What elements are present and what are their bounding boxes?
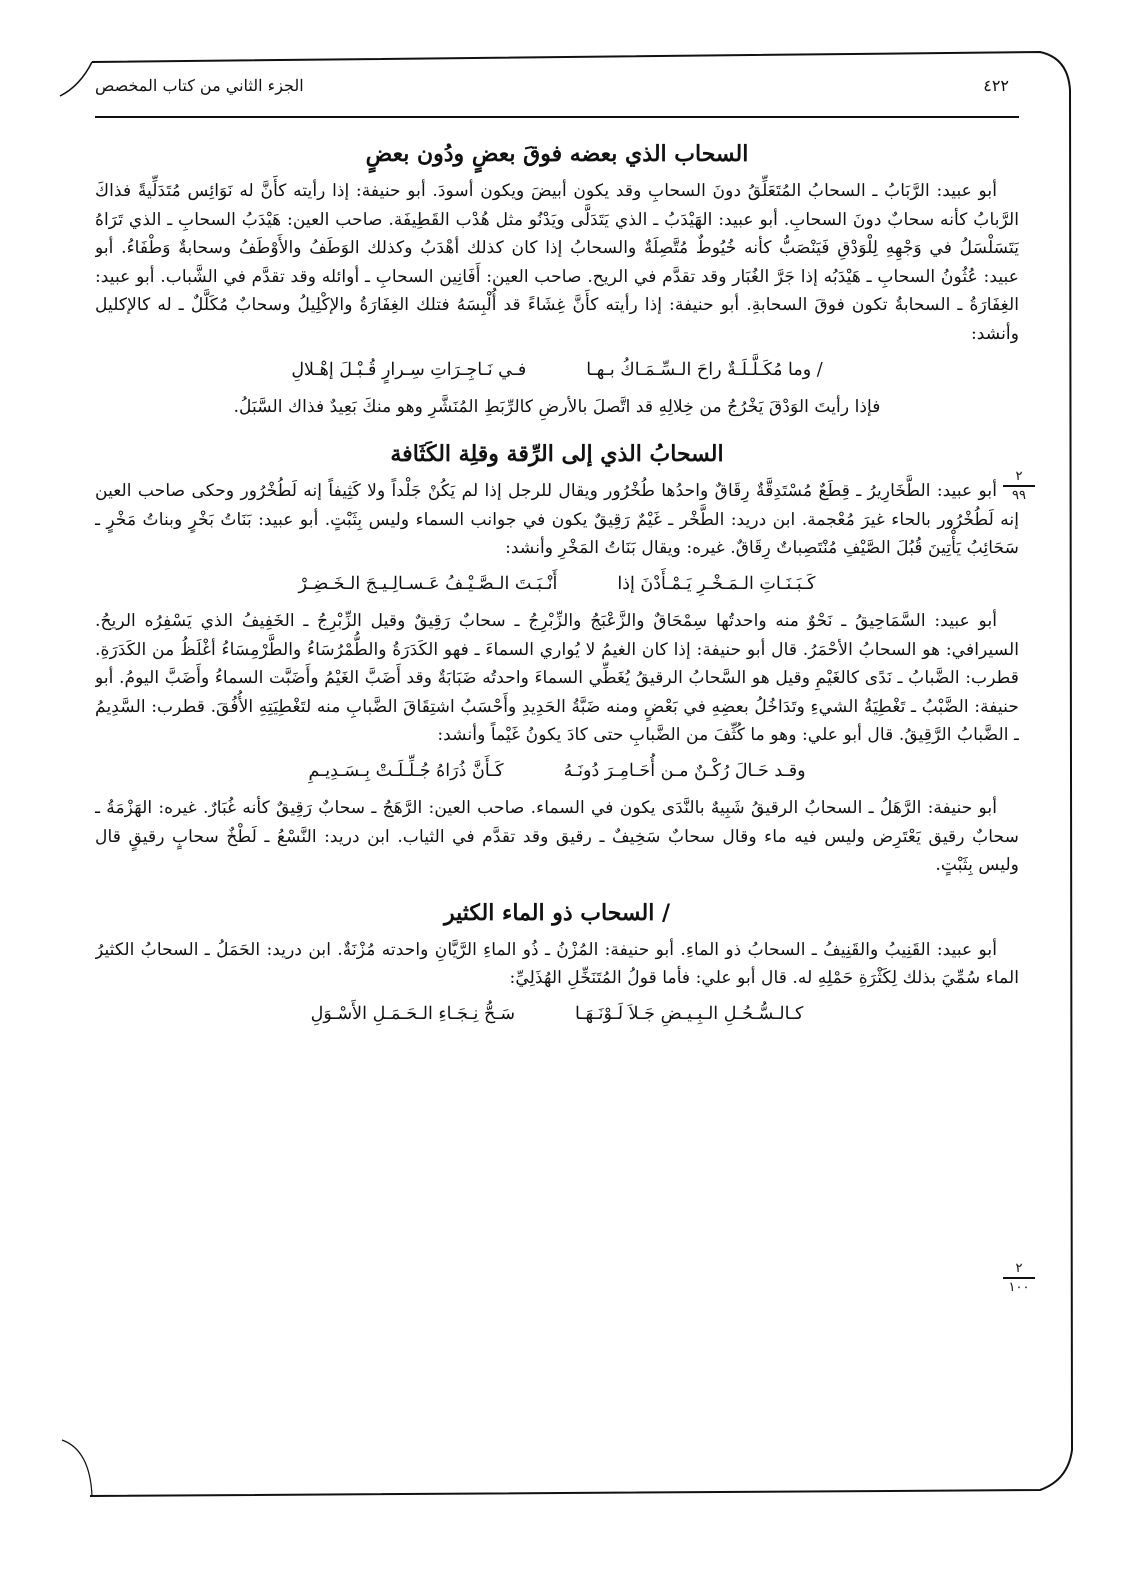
verse <box>95 997 1019 1031</box>
margin-reference-numerator: ٢ <box>1015 469 1023 484</box>
page-number: ٤٢٢ <box>983 76 1009 95</box>
verse-first-hemistich: وقـد حَـالَ رُكْـنٌ مـن أُحَـامِـرَ دُونَـهُ <box>563 760 806 781</box>
paragraph: أبو حنيفة: الرَّهَلُ ـ السحابُ الرقيقُ شَبِيهٌ بالنَّدَى يكون في السماء. صاحب العين: الرَّهَجُ ـ سحابٌ رَقِيقٌ كأنه غُبَارٌ. غيره: الهَزْمَةُ ـ سحابٌ رقيق يَعْتَرِض وليس فيه ماء وقال سحابٌ سَخِيفٌ ـ رقيق وقد تقدَّم في الثياب. ابن دريد: النَّسْعُ ـ لَطْخٌ سحابٍ رقيقٍ قال وليس بِثَبْتٍ. <box>95 797 1019 876</box>
margin-reference-numerator: ٢ <box>1015 1261 1023 1276</box>
section-title: / السحاب ذو الماء الكثير <box>443 899 671 926</box>
page-header <box>95 72 1019 112</box>
page-content <box>95 125 1019 1485</box>
section-title: السحابُ الذي إلى الرِّقة وقلِة الكَثَافة <box>390 441 724 468</box>
section-layered-clouds <box>95 139 1019 421</box>
verse-first-hemistich: / وما مُكَـلَّـلَـةٌ راحَ الـسِّـمَـاكُ بـهـا <box>586 359 823 380</box>
verse-second-hemistich: أَنْـبَـتَ الـصَّـيْـفُ عَـسـالِـيـجَ الـخَـضِـرْ <box>298 573 558 594</box>
margin-reference-denominator: ١٠٠ <box>1008 1280 1030 1295</box>
paragraph: أبو عبيد: الرَّبَابُ ـ السحابُ المُتَعَلِّقُ دونَ السحابِ وقد يكون أبيضَ ويكون أسودَ. أبو حنيفة: إذا رأيته كأَنَّ له نَوَائِس مُتَدَلِّيةً فذاكَ الرَّبابُ كأنه سحابٌ دونَ السحابِ. أبو عبيد: الهَيْدَبُ ـ الذي يَتَدَلَّى ويَدْنُو مثل هُدْب القَطِيفَة. صاحب العين: هَيْدَبُ السحابِ ـ الذي تَرَاهُ يَتَسَلْسَلُ في وَجْهِهِ لِلْوَدْقِ فَيَنْصَبُّ كأنه خُيُوطٌ مُتَّصِلَةٌ والسحابُ إذا كان كذلك أهْدَبُ وكذلك الوَطَفُ والأَوْطَفُ وسحابةٌ وَطْفَاءُ. أبو عبيد: عُثُونُ السحابِ ـ هَيْدَبُه إذا جَرَّ الغُبَار وقد تقدَّم في الريح. صاحب العين: أَفَانِين السحابِ ـ أوائله وقد تقدَّم في الشَّباب. أبو عبيد: الغِفَارَةُ ـ السحابةُ تكون فوقَ السحابةِ. أبو حنيفة: إذا رأيته كأَنَّ غِشَاءً قد أُلْبِسَهُ فتلك الغِفَارَةُ والإكْلِيلُ وسحابٌ مُكَلَّلٌ ـ له كالإكليل وأنشد: <box>95 181 1019 344</box>
paragraph: فإذا رأيتَ الوَدْقَ يَخْرُجُ من خِلالِهِ قد اتَّصلَ بالأرضِ كالرِّبَطِ المُنَشَّرِ وهو منكَ بَعِيدٌ فذاك السَّبَلُ. <box>233 396 881 417</box>
verse-second-hemistich: كَـأَنَّ ذُرَاهُ جُـلِّـلَـتْ بِـسَـدِيـمِ <box>308 760 504 781</box>
section-title: السحاب الذي بعضه فوقَ بعضٍ ودُون بعضٍ <box>365 141 749 167</box>
verse <box>95 353 1019 387</box>
section-thin-clouds <box>95 439 1019 880</box>
verse <box>95 567 1019 601</box>
paragraph: أبو عبيد: السَّمَاحِيقُ ـ نَحْوٌ منه واحدتُها سِمْحَاقٌ والزَّعْبَجُ والزِّبْرِجُ ـ سحابٌ رَقِيقٌ وقيل الزِّبْرِجُ ـ الخَفِيفُ الذي يَسْفِرُه الريحُ. السيرافي: هو السحابُ الأحْمَرُ. قال أبو حنيفة: إذا كان الغيمُ لا يُواري السماءَ ـ فهو الكَدَرَةُ والطُّمْرُسَاءُ والطَّرْمِسَاءُ أغْلَظُ من الكَدَرَةِ. قطرب: الضَّبابُ ـ نَدًى كالغَيْمِ وقيل هو السَّحابُ الرقيقُ يُغَطِّي السماءَ واحدتُه ضَبَابَةٌ وقد أَضَبَّ الغَيْمُ وأَضَبَّت السماءُ وأَضَبَّ اليومُ. أبو حنيفة: الضَّبْبُ ـ تَغْطِيَةُ الشيءِ وتَدَاخُلُ بعضِهِ في بَعْضٍ ومنه ضَبَّةُ الحَدِيدِ وأَحْسَبُ اشتِقَاقَ الضَّبابِ منه لتَغْطِيَتِهِ الأُفُقَ. قطرب: السَّدِيمُ ـ الضَّبابُ الرَّقِيقُ. قال أبو علي: وهو ما كُثِّفَ من الضَّبابِ حتى كادَ يكونُ غَيْماً وأنشد: <box>95 610 1019 746</box>
verse-second-hemistich: فـي نَـاجِـرَاتِ سِـرارٍ قُـبْـلَ إهْـلالِ <box>291 359 527 380</box>
verse-first-hemistich: كَـبَـنَـاتِ الـمَـخْـرِ يَـمْـأَدْنَ إذا <box>617 573 816 594</box>
paragraph: أبو عبيد: الطَّخَارِيرُ ـ قِطَعٌ مُسْتَدِقَّةٌ رِقَاقٌ واحدُها طُخْرُور ويقال للرجل إذا لم يَكُنْ جَلْداً ولا كَثِيفاً إنه لَطُخْرُور وحكى صاحب العين إنه لَطُخْرُور بالحاء غيرَ مُعْجمة. ابن دريد: الطَّخْر ـ غَيْمٌ رَقِيقٌ يكون في جوانب السماء وليس بِثَبْتٍ. أبو عبيد: بَنَاتُ بَخْرٍ وبناتُ مَخْرٍ ـ سَحَائِبُ يَأْتِينَ قُبُلَ الصَّيْفِ مُنْتَصِباتٌ رِقَاقٌ. غيره: ويقال بَنَاتُ المَخْرِ وأنشد: <box>95 481 1019 559</box>
header-rule <box>95 116 1019 118</box>
verse-second-hemistich: سَـحُّ نِـجَـاءِ الـحَـمَـلِ الأَسْـوَلِ <box>310 1003 516 1024</box>
margin-reference-denominator: ٩٩ <box>1012 488 1026 503</box>
running-title: الجزء الثاني من كتاب المخصص <box>95 76 304 95</box>
verse <box>95 754 1019 788</box>
verse-first-hemistich: كـالـسُّـحُـلِ الـبِـيـضِ جَـلاَ لَـوْنَـهَـا <box>575 1003 804 1024</box>
paragraph: أبو عبيد: القَنِيبُ والقَنِيفُ ـ السحابُ ذو الماءِ. أبو حنيفة: المُزْنُ ـ ذُو الماءِ الرَّيَّانِ واحدته مُزْنَةٌ. ابن دريد: الحَمَلُ ـ السحابُ الكثيرُ الماء سُمِّيَ بذلك لِكَثْرَةِ حَمْلِهِ له. قال أبو علي: فأما قولُ المُتَنَخِّلِ الهُذَلِيِّ: <box>95 939 1019 989</box>
section-water-laden-clouds <box>95 898 1019 1031</box>
